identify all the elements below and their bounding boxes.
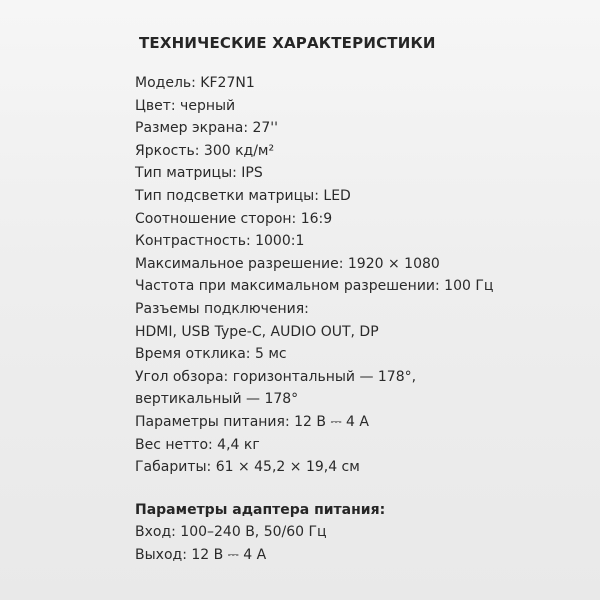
spec-line: Параметры питания: 12 В ⎓ 4 А bbox=[135, 413, 369, 430]
spec-line: вертикальный — 178° bbox=[135, 391, 299, 408]
spec-line: Максимальное разрешение: 1920 × 1080 bbox=[135, 255, 440, 272]
spec-line: Тип матрицы: IPS bbox=[135, 165, 263, 182]
spec-line: Тип подсветки матрицы: LED bbox=[135, 187, 351, 204]
spec-line: Разъемы подключения: bbox=[135, 300, 309, 317]
section-spacer bbox=[135, 479, 575, 499]
spec-line: Яркость: 300 кд/м² bbox=[135, 142, 275, 159]
spec-line: Габариты: 61 × 45,2 × 19,4 см bbox=[135, 459, 360, 476]
spec-line: Вес нетто: 4,4 кг bbox=[135, 436, 260, 453]
spec-line: Модель: KF27N1 bbox=[135, 75, 255, 91]
spec-line: Контрастность: 1000:1 bbox=[135, 233, 305, 250]
spec-document bbox=[135, 34, 575, 566]
spec-line: Цвет: черный bbox=[135, 97, 236, 114]
adapter-line: Вход: 100–240 В, 50/60 Гц bbox=[135, 524, 327, 541]
spec-list bbox=[135, 72, 575, 479]
spec-line: Время отклика: 5 мс bbox=[135, 346, 287, 363]
adapter-section-title: Параметры адаптера питания: bbox=[135, 501, 386, 518]
spec-line: Частота при максимальном разрешении: 100 Гц bbox=[135, 278, 494, 295]
adapter-list bbox=[135, 521, 575, 566]
document-title: ТЕХНИЧЕСКИЕ ХАРАКТЕРИСТИКИ bbox=[139, 34, 436, 52]
adapter-line: Выход: 12 В ⎓ 4 А bbox=[135, 546, 267, 563]
spec-line: Угол обзора: горизонтальный — 178°, bbox=[135, 368, 417, 385]
spec-line: HDMI, USB Type-C, AUDIO OUT, DP bbox=[135, 323, 379, 340]
spec-line: Размер экрана: 27'' bbox=[135, 120, 278, 137]
spec-line: Соотношение сторон: 16:9 bbox=[135, 210, 333, 227]
